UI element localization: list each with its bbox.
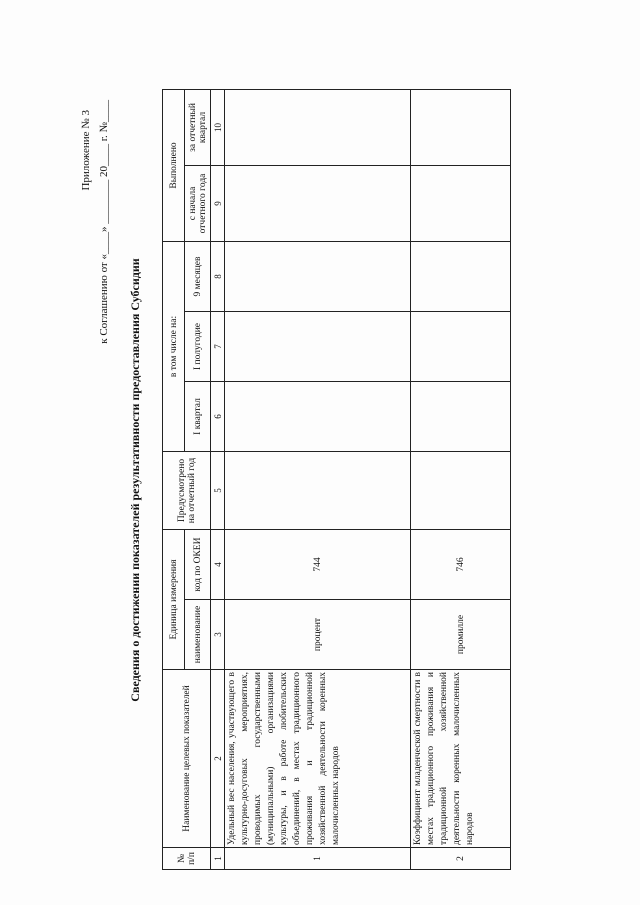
indicators-table <box>162 89 511 870</box>
col-number: 8 <box>211 241 225 311</box>
unit-code: 746 <box>411 530 511 600</box>
header-m9: 9 месяцев <box>185 241 211 311</box>
header-h1: I полугодие <box>185 312 211 382</box>
agreement-reference: к Соглашению от «____» ________ 20____ г. №____ <box>98 100 110 344</box>
rotated-content <box>80 80 640 880</box>
header-planned: Предусмотрено на отчетный год <box>163 452 211 530</box>
row-num: 2 <box>411 848 511 870</box>
appendix-label: Приложение № 3 <box>80 110 92 191</box>
document-title: Сведения о достижении показателей результативности предоставления Субсидии <box>128 258 142 702</box>
planned-value <box>225 452 411 530</box>
header-unit: Единица измерения <box>163 530 185 670</box>
quarter-value <box>225 89 411 165</box>
m9-value <box>411 241 511 311</box>
header-unit-code: код по ОКЕИ <box>185 530 211 600</box>
indicator-name: Коэффициент младенческой смертности в местах традиционного проживания и традиционной хозяйственной деятельности коренных малочисленных народов <box>411 670 511 848</box>
table-row <box>411 89 511 869</box>
h1-value <box>225 312 411 382</box>
since-start-value <box>225 165 411 241</box>
q1-value <box>225 382 411 452</box>
quarter-value <box>411 89 511 165</box>
col-number: 9 <box>211 165 225 241</box>
header-unit-name: наименование <box>185 600 211 670</box>
header-since-start: с начала отчетного года <box>185 165 211 241</box>
planned-value <box>411 452 511 530</box>
col-number: 3 <box>211 600 225 670</box>
header-including: в том числе на: <box>163 241 185 451</box>
col-number: 2 <box>211 670 225 848</box>
column-number-row <box>211 89 225 869</box>
h1-value <box>411 312 511 382</box>
header-name: Наименование целевых показателей <box>163 670 211 848</box>
row-num: 1 <box>225 848 411 870</box>
unit-name: промилле <box>411 600 511 670</box>
header-done: Выполнено <box>163 89 185 241</box>
header-quarter: за отчетный квартал <box>185 89 211 165</box>
since-start-value <box>411 165 511 241</box>
col-number: 1 <box>211 848 225 870</box>
col-number: 10 <box>211 89 225 165</box>
col-number: 4 <box>211 530 225 600</box>
header-q1: I квартал <box>185 382 211 452</box>
indicator-name: Удельный вес населения, участвующего в культурно-досуговых мероприятиях, проводимых государственными (муниципальными) организациями культуры, и в работе любительских объединений, в местах традиционного проживания и традиционной хозяйственной деятельности коренных малочисленных народов <box>225 670 411 848</box>
unit-code: 744 <box>225 530 411 600</box>
col-number: 6 <box>211 382 225 452</box>
unit-name: процент <box>225 600 411 670</box>
col-number: 7 <box>211 312 225 382</box>
q1-value <box>411 382 511 452</box>
col-number: 5 <box>211 452 225 530</box>
header-num: № п/п <box>163 848 211 870</box>
table-row <box>225 89 411 869</box>
m9-value <box>225 241 411 311</box>
